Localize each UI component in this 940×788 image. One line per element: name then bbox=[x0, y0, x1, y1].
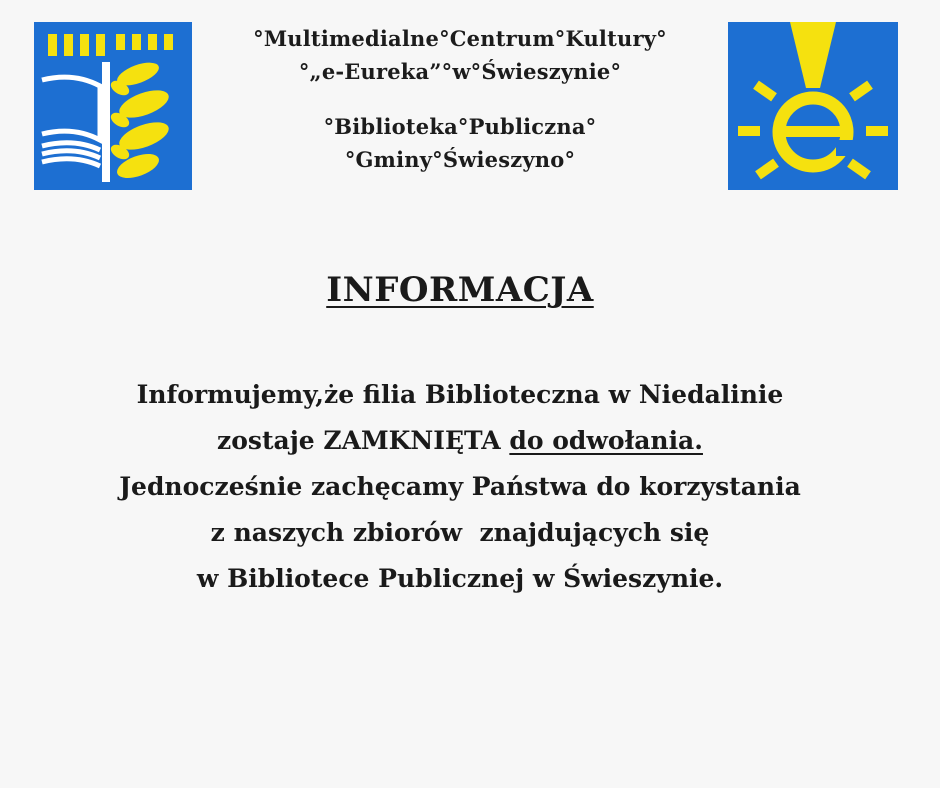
notice-body bbox=[20, 372, 900, 602]
notice-title: INFORMACJA bbox=[326, 270, 594, 310]
until-further-notice: do odwołania. bbox=[509, 426, 703, 455]
book-wheat-logo-icon bbox=[34, 22, 192, 190]
org-name-line-2: °„e-Eureka”°w°Świeszynie° bbox=[298, 59, 622, 84]
org-name-line-1: °Multimedialne°Centrum°Kultury° bbox=[253, 26, 667, 51]
library-name-line-2: °Gminy°Świeszyno° bbox=[344, 147, 576, 172]
notice-line-5: w Bibliotece Publicznej w Świeszynie. bbox=[196, 564, 724, 593]
notice-line-2 bbox=[20, 418, 900, 464]
institution-header bbox=[200, 22, 720, 176]
closure-statement: zostaje ZAMKNIĘTA bbox=[217, 426, 510, 455]
cultural-center-logo bbox=[728, 22, 898, 190]
library-logo bbox=[34, 22, 192, 190]
notice-line-1: Informujemy,że filia Biblioteczna w Niedalinie bbox=[136, 380, 784, 409]
e-sun-logo-icon bbox=[728, 22, 898, 190]
notice-line-3: Jednocześnie zachęcamy Państwa do korzystania bbox=[119, 472, 801, 501]
notice-line-4: z naszych zbiorów znajdujących się bbox=[210, 518, 710, 547]
library-name-line-1: °Biblioteka°Publiczna° bbox=[323, 114, 597, 139]
